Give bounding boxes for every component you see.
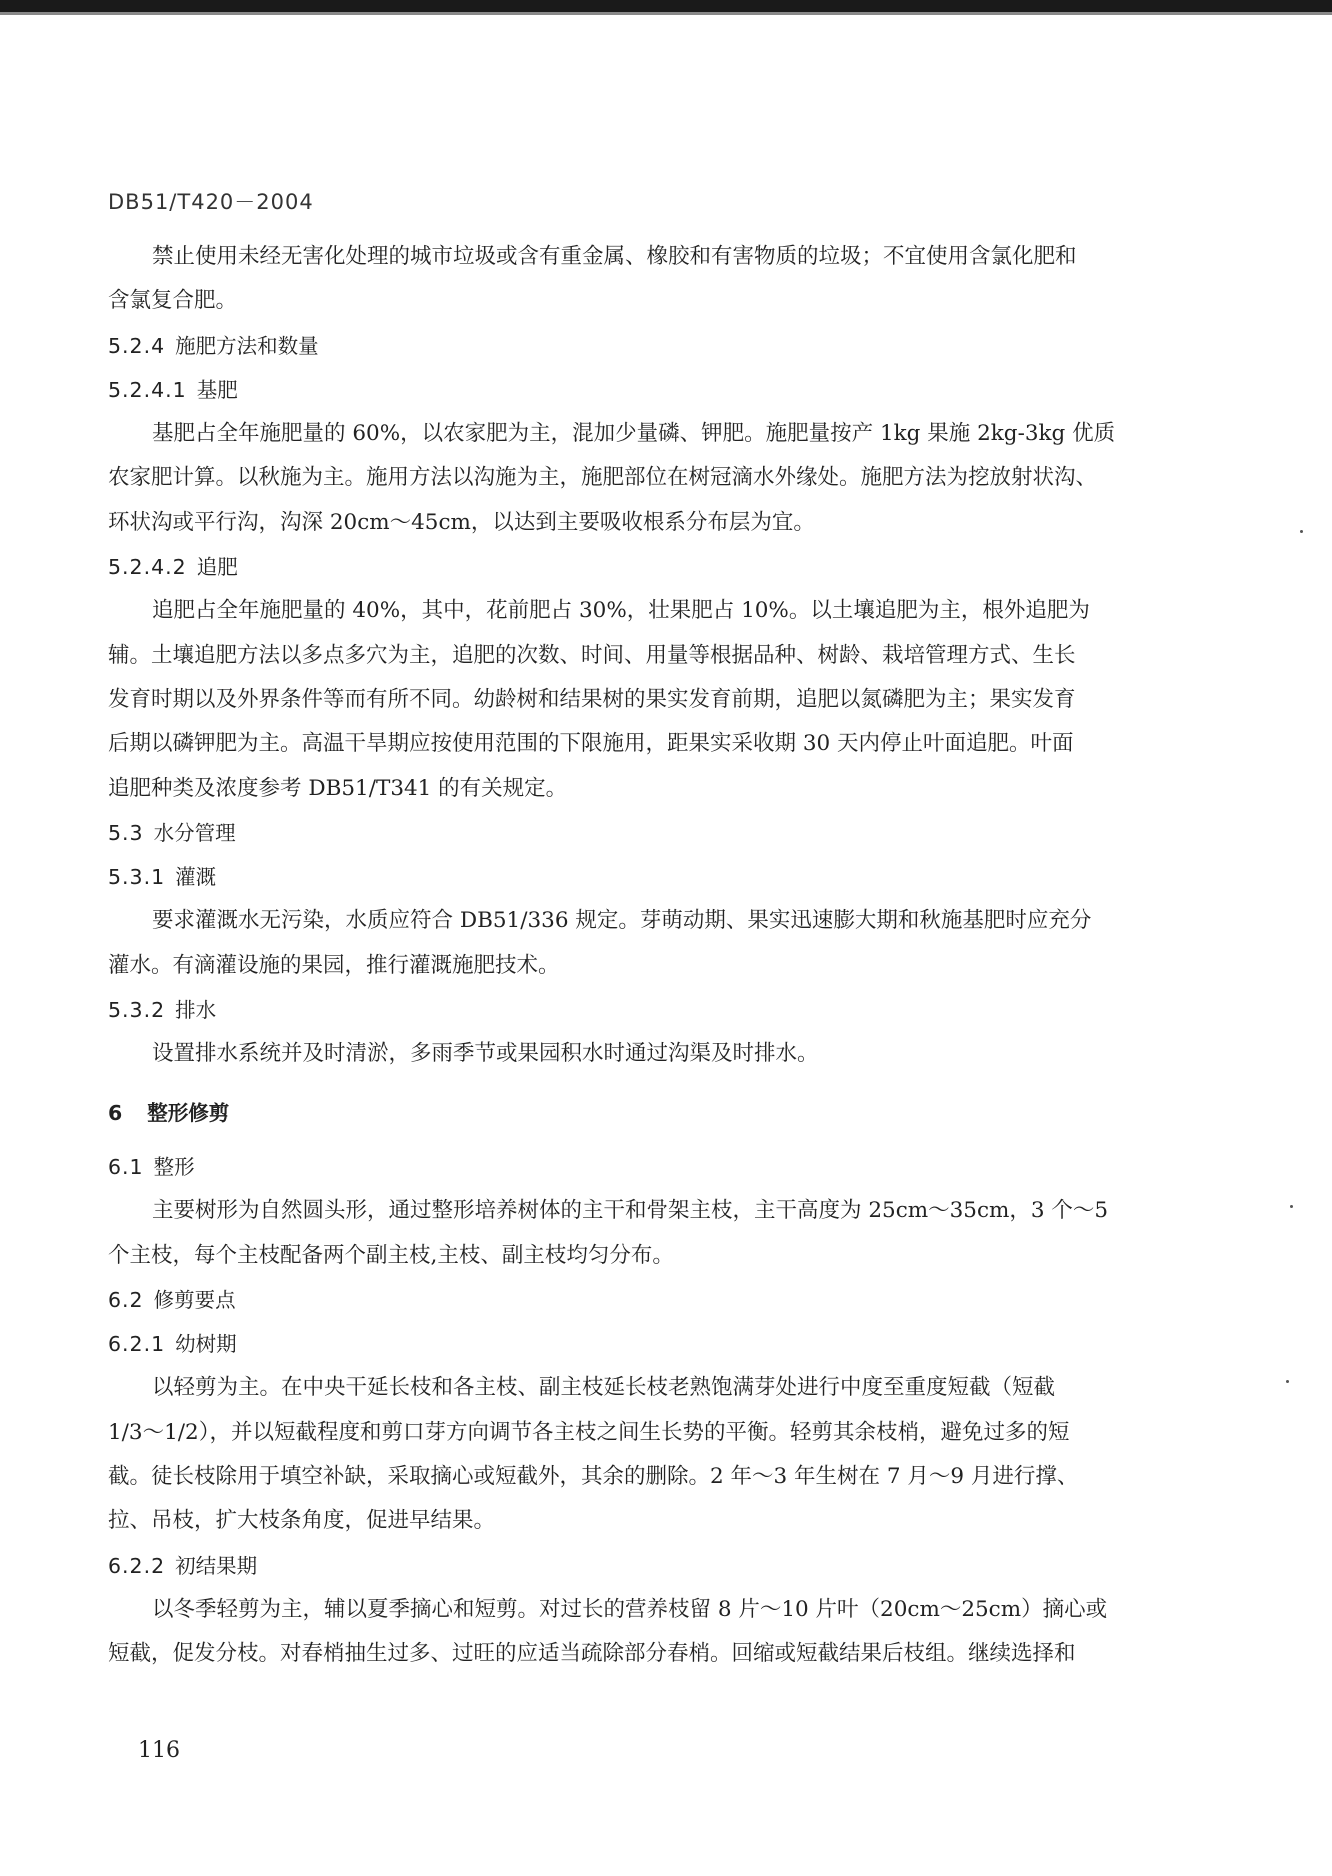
text-line: 基肥占全年施肥量的 60%，以农家肥为主，混加少量磷、钾肥。施肥量按产 1kg 果施 2kg-3kg 优质 [152, 421, 1116, 447]
section-title: 整形修剪 [147, 1100, 230, 1125]
heading-5-2-4-2 [108, 545, 1183, 589]
scan-speck [1286, 1380, 1289, 1383]
section-number: 6.2 [108, 1287, 144, 1312]
paragraph-prohibited-waste [108, 235, 1183, 324]
text-line: 拉、吊枝，扩大枝条角度，促进早结果。 [108, 1508, 496, 1534]
section-title: 排水 [175, 998, 217, 1023]
section-number: 6.1 [108, 1154, 144, 1179]
document-code: DB51/T420－2004 [108, 190, 314, 214]
text-line: 截。徒长枝除用于填空补缺，采取摘心或短截外，其余的删除。2 年～3 年生树在 7 月～9 月进行撑、 [108, 1464, 1079, 1490]
scan-speck [1300, 530, 1303, 533]
page-top-border [0, 0, 1332, 12]
heading-5-2-4-1 [108, 368, 1183, 412]
paragraph-irrigation [108, 899, 1183, 988]
heading-5-3-2 [108, 988, 1183, 1032]
section-title: 施肥方法和数量 [175, 333, 319, 358]
paragraph-early-fruiting [108, 1588, 1183, 1677]
heading-5-2-4 [108, 324, 1183, 368]
section-number: 5.2.4.2 [108, 555, 187, 580]
section-number: 6 [108, 1100, 124, 1125]
text-line: 短截，促发分枝。对春梢抽生过多、过旺的应适当疏除部分春梢。回缩或短截结果后枝组。继续选择和 [108, 1641, 1076, 1667]
page-number: 116 [138, 1738, 180, 1763]
text-line: 发育时期以及外界条件等而有所不同。幼龄树和结果树的果实发育前期，追肥以氮磷肥为主；果实发育 [108, 686, 1076, 712]
text-line: 辅。土壤追肥方法以多点多穴为主，追肥的次数、时间、用量等根据品种、树龄、栽培管理方式、生长 [108, 642, 1076, 668]
text-line: 要求灌溉水无污染，水质应符合 DB51/336 规定。芽萌动期、果实迅速膨大期和秋施基肥时应充分 [152, 908, 1092, 934]
text-line: 主要树形为自然圆头形，通过整形培养树体的主干和骨架主枝，主干高度为 25cm～35cm，3 个～5 [152, 1198, 1109, 1224]
text-line: 1/3～1/2），并以短截程度和剪口芽方向调节各主枝之间生长势的平衡。轻剪其余枝梢，避免过多的短 [108, 1419, 1070, 1445]
text-line: 禁止使用未经无害化处理的城市垃圾或含有重金属、橡胶和有害物质的垃圾；不宜使用含氯化肥和 [152, 244, 1077, 269]
section-number: 5.3.2 [108, 998, 166, 1023]
section-number: 5.3.1 [108, 865, 166, 890]
heading-6-2-2 [108, 1544, 1183, 1588]
text-line: 环状沟或平行沟，沟深 20cm～45cm，以达到主要吸收根系分布层为宜。 [108, 509, 815, 535]
scan-speck [1290, 1205, 1293, 1208]
section-title: 追肥 [196, 555, 238, 580]
text-line: 含氯复合肥。 [108, 288, 238, 314]
paragraph-young-tree [108, 1366, 1183, 1543]
section-title: 基肥 [196, 377, 238, 402]
text-line: 以冬季轻剪为主，辅以夏季摘心和短剪。对过长的营养枝留 8 片～10 片叶（20cm～25cm）摘心或 [152, 1596, 1108, 1622]
section-number: 5.3 [108, 820, 144, 845]
text-line: 追肥种类及浓度参考 DB51/T341 的有关规定。 [108, 775, 568, 801]
text-line: 个主枝，每个主枝配备两个副主枝,主枝、副主枝均匀分布。 [108, 1242, 674, 1268]
paragraph-shaping [108, 1189, 1183, 1278]
paragraph-drainage [108, 1032, 1183, 1076]
section-number: 6.2.2 [108, 1553, 166, 1578]
heading-6-1 [108, 1145, 1183, 1189]
page-body [108, 235, 1183, 1677]
heading-5-3 [108, 811, 1183, 855]
heading-6-2 [108, 1278, 1183, 1322]
section-title: 修剪要点 [153, 1287, 236, 1312]
text-line: 后期以磷钾肥为主。高温干旱期应按使用范围的下限施用，距果实采收期 30 天内停止叶面追肥。叶面 [108, 731, 1074, 757]
section-number: 5.2.4.1 [108, 377, 187, 402]
section-title: 整形 [153, 1154, 195, 1179]
heading-5-3-1 [108, 855, 1183, 899]
section-number: 6.2.1 [108, 1332, 166, 1357]
text-line: 追肥占全年施肥量的 40%，其中，花前肥占 30%，壮果肥占 10%。以土壤追肥为主，根外追肥为 [152, 598, 1090, 624]
section-number: 5.2.4 [108, 333, 166, 358]
paragraph-base-fertilizer [108, 412, 1183, 545]
section-title: 水分管理 [153, 820, 236, 845]
text-line: 设置排水系统并及时清淤，多雨季节或果园积水时通过沟渠及时排水。 [152, 1041, 819, 1067]
paragraph-top-dressing [108, 589, 1183, 810]
text-line: 灌水。有滴灌设施的果园，推行灌溉施肥技术。 [108, 952, 560, 978]
section-title: 初结果期 [175, 1553, 258, 1578]
text-line: 以轻剪为主。在中央干延长枝和各主枝、副主枝延长枝老熟饱满芽处进行中度至重度短截（短截 [152, 1375, 1056, 1401]
heading-6-2-1 [108, 1322, 1183, 1366]
section-title: 灌溉 [175, 865, 217, 890]
section-title: 幼树期 [175, 1332, 237, 1357]
heading-6 [108, 1091, 1183, 1135]
text-line: 农家肥计算。以秋施为主。施用方法以沟施为主，施肥部位在树冠滴水外缘处。施肥方法为挖放射状沟、 [108, 465, 1098, 491]
